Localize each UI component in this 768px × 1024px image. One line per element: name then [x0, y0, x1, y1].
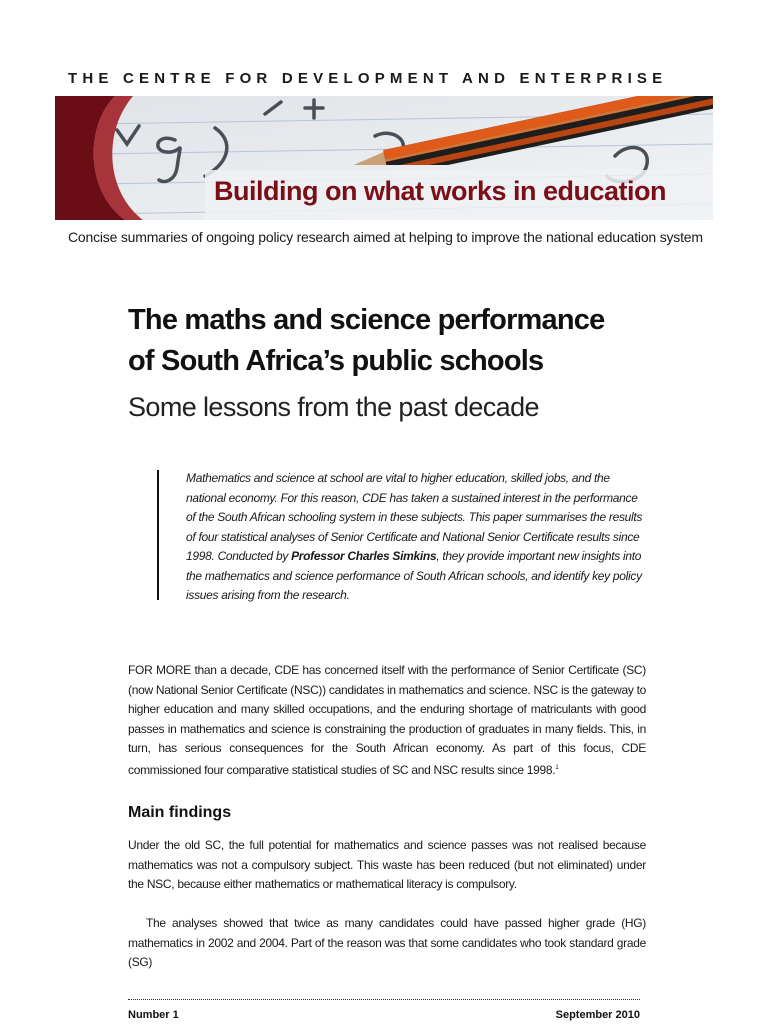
- intro-paragraph: [128, 661, 646, 780]
- abstract-author-name: Professor Charles Simkins: [291, 549, 437, 563]
- abstract-text-part-1: Mathematics and science at school are vital to higher education, skilled jobs, and the national economy. For this reason, CDE has taken a sustained interest in the performance of the South African schooling system in these subjects. This paper summarises the results of four statistical analyses of Senior Certificate and National Senior Certificate results since 1998. Conducted by: [186, 471, 643, 563]
- document-subtitle: Some lessons from the past decade: [128, 392, 539, 422]
- section-heading-main-findings: Main findings: [128, 804, 232, 821]
- intro-paragraph-text: FOR MORE than a decade, CDE has concerned itself with the performance of Senior Certificate (SC) (now National Senior Certificate (NSC)) candidates in mathematics and science. NSC is the gateway to higher education and many skilled occupations, and the enduring shortage of matriculants with good passes in mathematics and science is constraining the production of graduates in many fields. This, in turn, has serious consequences for the South African economy. As part of this focus, CDE commissioned four comparative statistical studies of SC and NSC results since 1998.: [128, 663, 646, 777]
- pencil-illustration: [320, 96, 713, 165]
- findings-paragraph-2: The analyses showed that twice as many candidates could have passed higher grade (HG) mathematics in 2002 and 2004. Part of the reason was that some candidates who took standard grade (SG): [128, 916, 646, 969]
- document-title-line-2: of South Africa’s public schools: [128, 345, 544, 377]
- footer-date: September 2010: [555, 1009, 640, 1021]
- abstract-text-part-2: , they provide important new insights into the mathematics and science performance of South African schools, and identify key policy issues arising from the research.: [186, 549, 642, 602]
- document-title: [128, 300, 688, 382]
- organization-name: THE CENTRE FOR DEVELOPMENT AND ENTERPRISE: [68, 70, 668, 87]
- footnote-marker: 1: [555, 764, 559, 771]
- banner-title: Building on what works in education: [214, 176, 667, 206]
- series-tagline: Concise summaries of ongoing policy research aimed at helping to improve the national education system: [68, 229, 703, 245]
- document-title-line-1: The maths and science performance: [128, 304, 605, 336]
- abstract-vertical-rule: [157, 470, 159, 600]
- abstract-paragraph: [186, 469, 646, 606]
- footer-issue-number: Number 1: [128, 1009, 179, 1021]
- findings-paragraph-1: Under the old SC, the full potential for mathematics and science passes was not realised because mathematics was not a compulsory subject. This waste has been reduced (but not eliminated) under the NSC, because either mathematics or mathematical literacy is compulsory.: [128, 838, 646, 891]
- footer-divider: [128, 999, 640, 1000]
